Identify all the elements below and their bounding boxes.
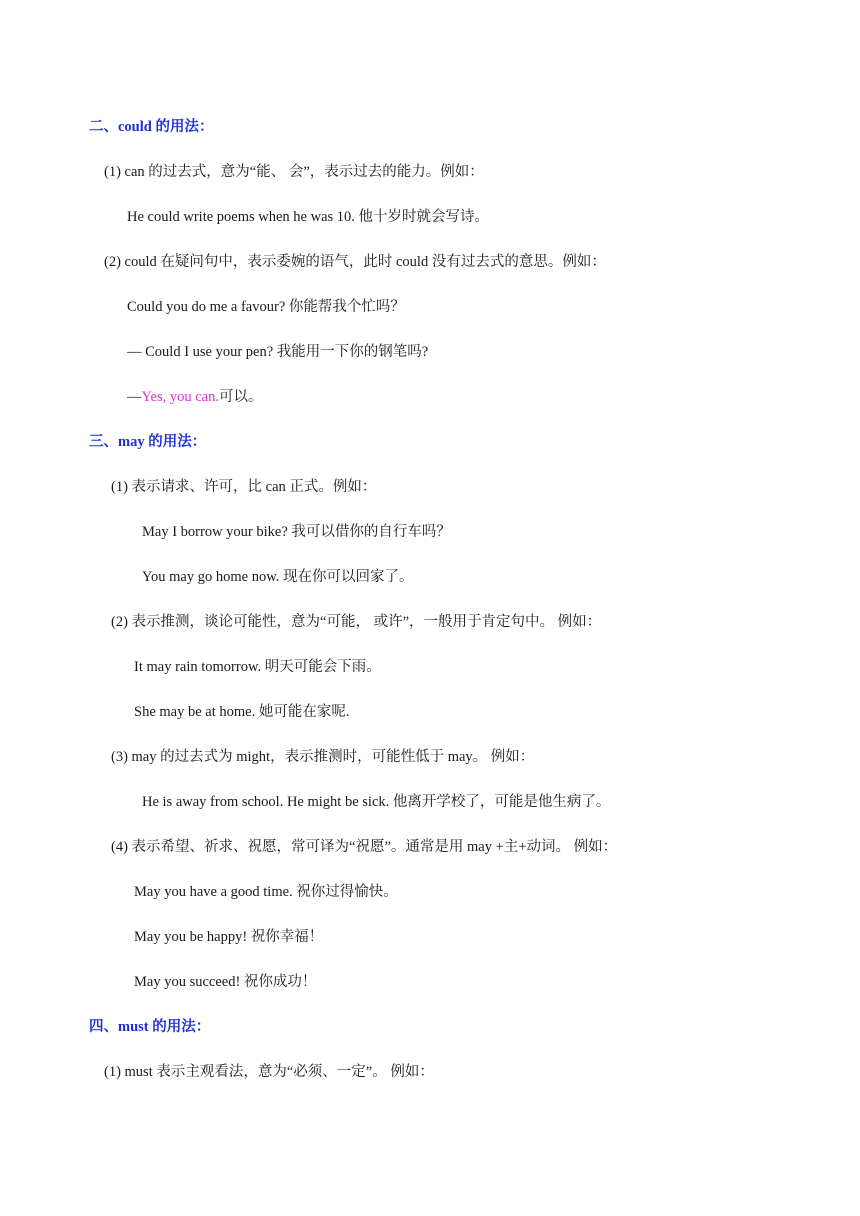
item-label: (2) could 在疑问句中，表示委婉的语气，此时 could 没有过去式的意思。例如： [104,254,606,270]
item-label: (1) can 的过去式，意为“能、 会”，表示过去的能力。例如： [104,164,484,180]
example-sentence: It may rain tomorrow. 明天可能会下雨。 [134,659,381,675]
example-sentence: May you have a good time. 祝你过得愉快。 [134,884,398,900]
section-heading-could: 二、could 的用法： [89,119,214,135]
section-heading-may: 三、may 的用法： [89,434,207,450]
item-label: (4) 表示希望、祈求、祝愿，常可译为“祝愿”。通常是用 may +主+动词。 例如： [111,839,618,855]
item-label: (3) may 的过去式为 might，表示推测时，可能性低于 may。 例如： [111,749,535,765]
example-sentence: You may go home now. 现在你可以回家了。 [142,569,414,585]
example-sentence: She may be at home. 她可能在家呢. [134,704,350,720]
reply-dash: — [127,389,142,405]
example-sentence: May I borrow your bike? 我可以借你的自行车吗？ [142,524,451,540]
reply-english: Yes, you can. [141,389,219,405]
example-sentence: He is away from school. He might be sick. 他离开学校了，可能是他生病了。 [142,794,611,810]
example-sentence: He could write poems when he was 10. 他十岁时就会写诗。 [127,209,490,225]
example-sentence: Could you do me a favour? 你能帮我个忙吗？ [127,299,405,315]
reply-chinese: 可以。 [218,389,263,405]
item-label: (1) 表示请求、许可，比 can 正式。例如： [111,479,377,495]
section-heading-must: 四、must 的用法： [89,1019,211,1035]
example-sentence: May you be happy! 祝你幸福！ [134,929,324,945]
item-label: (2) 表示推测，谈论可能性，意为“可能， 或许”，一般用于肯定句中。 例如： [111,614,602,630]
example-sentence: May you succeed! 祝你成功！ [134,974,317,990]
item-label: (1) must 表示主观看法，意为“必须、一定”。 例如： [104,1064,434,1080]
example-sentence: — Could I use your pen? 我能用一下你的钢笔吗? [127,344,429,360]
reply-line [127,387,262,407]
